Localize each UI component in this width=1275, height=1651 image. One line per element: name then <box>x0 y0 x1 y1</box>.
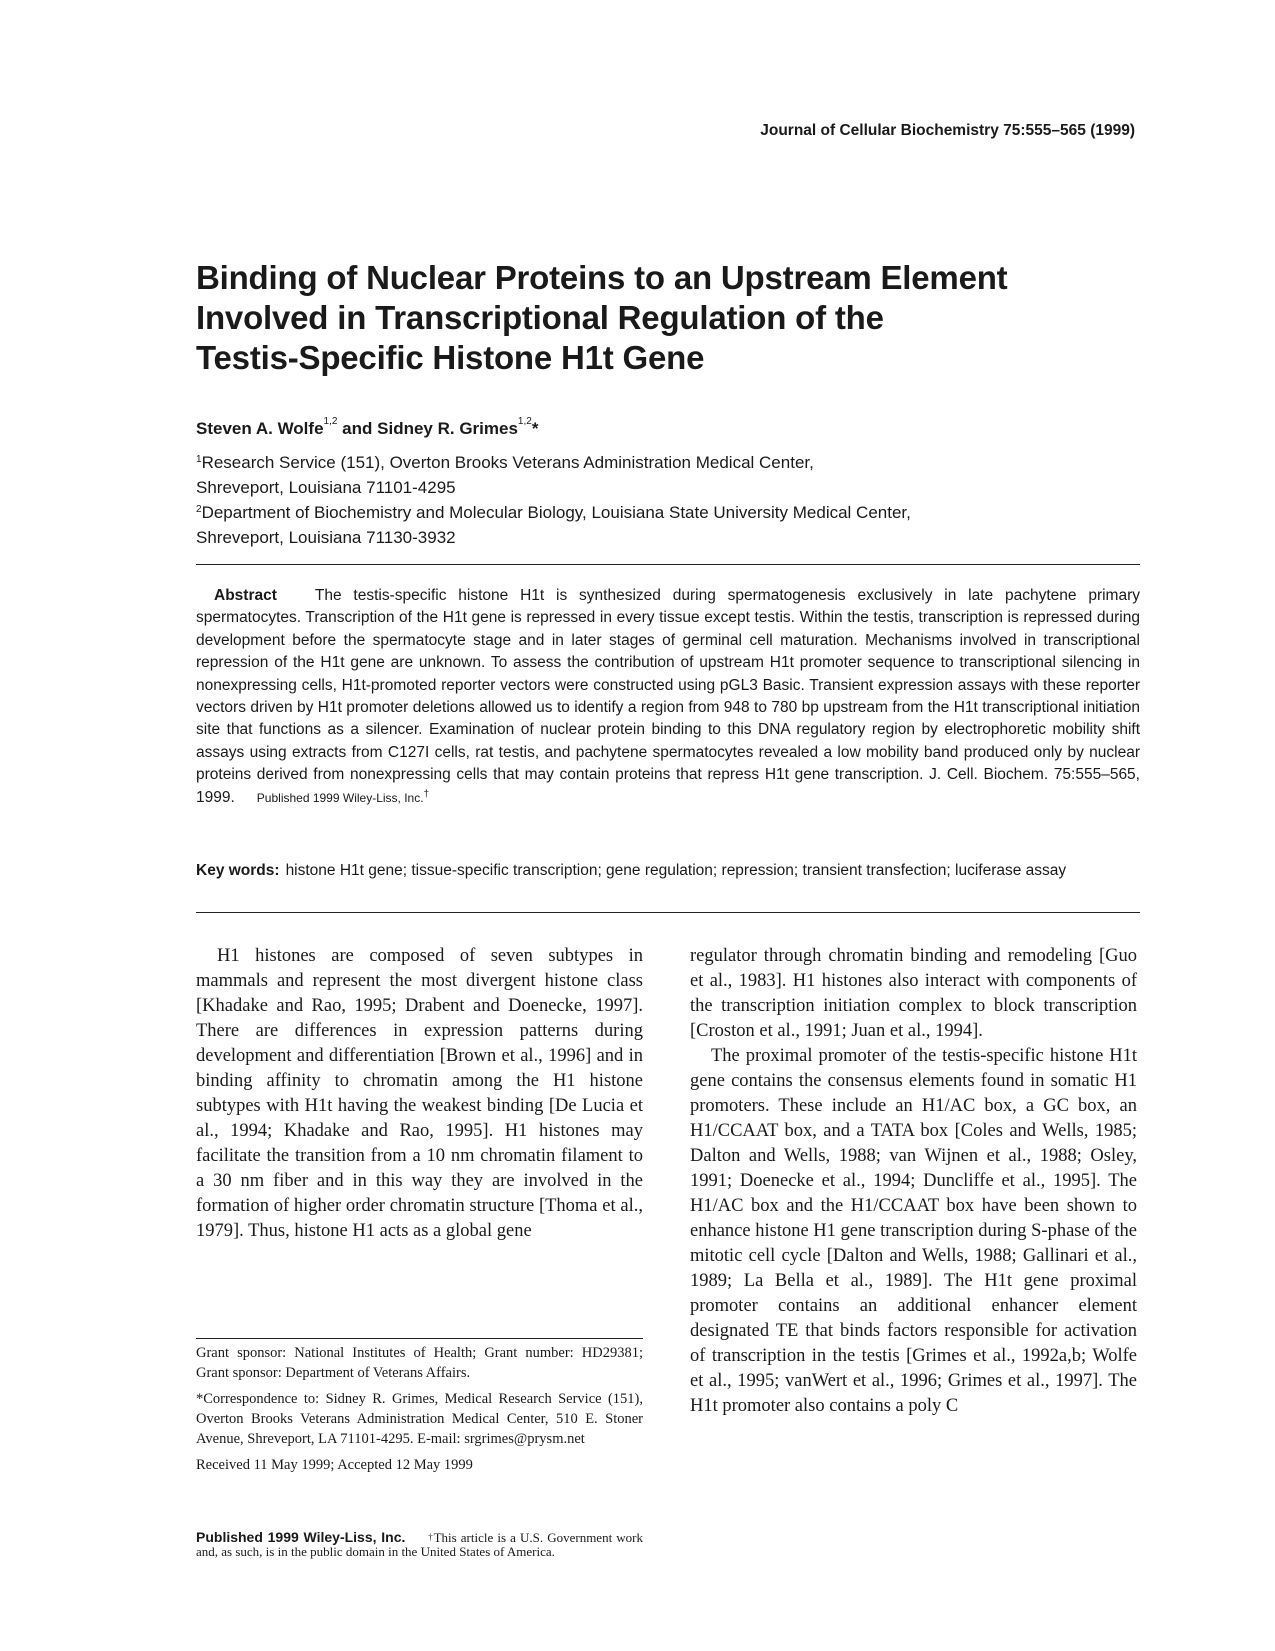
divider <box>196 564 1140 565</box>
author-name: Steven A. Wolfe <box>196 419 324 438</box>
author-affiliation-sup: 1,2 <box>517 416 532 427</box>
correspondence-footnote: *Correspondence to: Sidney R. Grimes, Medical Research Service (151), Overton Brooks Veterans Administration Medical Center, 510 E. Stoner Avenue, Shreveport, LA 71101-4295. E-mail: srgrimes@prysm.net <box>196 1391 643 1447</box>
author-name: Sidney R. Grimes <box>377 419 518 438</box>
footnote-divider <box>196 1338 643 1339</box>
title-line: Testis-Specific Histone H1t Gene <box>196 339 705 376</box>
article-title <box>196 258 1116 378</box>
keywords-text: histone H1t gene; tissue-specific transcription; gene regulation; repression; transient transfection; luciferase assay <box>285 862 1067 879</box>
affiliation-line: Shreveport, Louisiana 71130-3932 <box>196 528 456 547</box>
received-footnote: Received 11 May 1999; Accepted 12 May 1999 <box>196 1457 473 1473</box>
body-column-right <box>690 944 1137 1419</box>
author-conjunction: and <box>342 419 373 438</box>
affiliation-sup: 1 <box>196 454 202 465</box>
author-affiliation-sup: 1,2 <box>323 416 338 427</box>
body-paragraph: The proximal promoter of the testis-specific histone H1t gene contains the consensus elements found in somatic H1 promoters. These include an H1/AC box, a GC box, an H1/CCAAT box, and a TATA box [Coles and Wells, 1985; Dalton and Wells, 1988; van Wijnen et al., 1988; Osley, 1991; Doenecke et al., 1994; Duncliffe et al., 1995]. The H1/AC box and the H1/CCAAT box have been shown to enhance histone H1 gene transcription during S-phase of the mitotic cell cycle [Dalton and Wells, 1988; Gallinari et al., 1989; La Bella et al., 1989]. The H1t gene proximal promoter contains an additional enhancer element designated TE that binds factors responsible for activation of transcription in the testis [Grimes et al., 1992a,b; Wolfe et al., 1995; vanWert et al., 1996; Grimes et al., 1997]. The H1t promoter also contains a poly C <box>690 1046 1137 1416</box>
body-paragraph: regulator through chromatin binding and remodeling [Guo et al., 1983]. H1 histones also interact with components of the transcription initiation complex to block transcription [Croston et al., 1991; Juan et al., 1994]. <box>690 946 1137 1041</box>
abstract <box>196 585 1140 809</box>
footnotes <box>196 1343 643 1481</box>
abstract-label: Abstract <box>214 587 277 604</box>
keywords <box>196 860 1140 882</box>
title-line: Binding of Nuclear Proteins to an Upstream Element <box>196 259 1008 296</box>
journal-header: Journal of Cellular Biochemistry 75:555–565 (1999) <box>760 122 1135 139</box>
public-domain-text: This article is a U.S. Government work and, as such, is in the public domain in the United States of America. <box>196 1530 644 1559</box>
publisher-note <box>196 1530 643 1559</box>
public-domain-mark: † <box>427 1532 434 1542</box>
abstract-published-line: Published 1999 Wiley-Liss, Inc.† <box>256 788 430 805</box>
keywords-label: Key words: <box>196 862 280 879</box>
grant-footnote: Grant sponsor: National Institutes of Health; Grant number: HD29381; Grant sponsor: Department of Veterans Affairs. <box>196 1345 643 1381</box>
body-paragraph: H1 histones are composed of seven subtypes in mammals and represent the most divergent histone class [Khadake and Rao, 1995; Drabent and Doenecke, 1997]. There are differences in expression patterns during development and differentiation [Brown et al., 1996] and in binding affinity to chromatin among the H1 histone subtypes with H1t having the weakest binding [De Lucia et al., 1994; Khadake and Rao, 1995]. H1 histones may facilitate the transition from a 10 nm chromatin filament to a 30 nm fiber and in this way they are involved in the formation of higher order chromatin structure [Thoma et al., 1979]. Thus, histone H1 acts as a global gene <box>196 946 643 1241</box>
title-line: Involved in Transcriptional Regulation of the <box>196 299 884 336</box>
affiliation-line: $^1$Research Service (151), Overton Brooks Veterans Administration Medical Center, <box>196 453 814 472</box>
publisher-name: Published 1999 Wiley-Liss, Inc. <box>196 1529 406 1545</box>
corresponding-mark: * <box>531 419 539 438</box>
affiliation-sup: 2 <box>196 504 202 515</box>
author-list <box>196 416 539 439</box>
divider <box>196 912 1140 913</box>
body-column-left <box>196 944 643 1244</box>
abstract-text: The testis-specific histone H1t is synthesized during spermatogenesis exclusively in late pachytene primary spermatocytes. Transcription of the H1t gene is repressed in every tissue except testis. Within the testis, transcription is repressed during development before the spermatocyte stage and in later stages of germinal cell maturation. Mechanisms involved in transcriptional repression of the H1t gene are unknown. To assess the contribution of upstream H1t promoter sequence to transcriptional silencing in nonexpressing cells, H1t-promoted reporter vectors were constructed using pGL3 Basic. Transient expression assays with these reporter vectors driven by H1t promoter deletions allowed us to identify a region from 948 to 780 bp upstream from the H1t transcriptional initiation site that functions as a silencer. Examination of nuclear protein binding to this DNA regulatory region by electrophoretic mobility shift assays using extracts from C127I cells, rat testis, and pachytene spermatocytes revealed a low mobility band produced only by nuclear proteins derived from nonexpressing cells that may contain proteins that repress H1t gene transcription. J. Cell. Biochem. 75:555–565, 1999. <box>196 587 1140 806</box>
affiliation-line: $^2$Department of Biochemistry and Molecular Biology, Louisiana State University Medical Center, <box>196 503 911 522</box>
affiliation-line: Shreveport, Louisiana 71101-4295 <box>196 478 456 497</box>
affiliations <box>196 450 1096 550</box>
